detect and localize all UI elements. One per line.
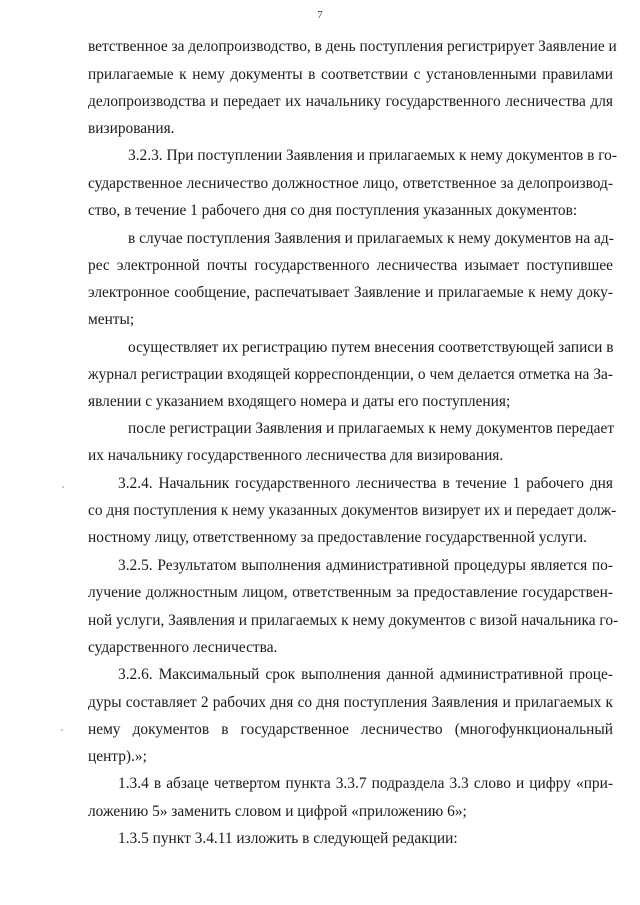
- text-line: центр).»;: [88, 748, 147, 765]
- text-line: делопроизводства и передает их начальнику государственного лесничества для: [88, 93, 613, 110]
- text-line: со дня поступления к нему указанных документов визирует их и передает долж-: [88, 502, 617, 519]
- text-line: 3.2.6. Максимальный срок выполнения данной административной проце-: [118, 666, 613, 683]
- text-line: журнал регистрации входящей корреспонденции, о чем делается отметка на За-: [88, 366, 613, 383]
- text-line: 1.3.4 в абзаце четвертом пункта 3.3.7 подраздела 3.3 слово и цифру «при-: [118, 775, 613, 792]
- text-line: явлении с указанием входящего номера и даты его поступления;: [88, 393, 511, 410]
- text-line: дуры составляет 2 рабочих дня со дня поступления Заявления и прилагаемых к: [88, 694, 613, 711]
- text-line: их начальнику государственного лесничества для визирования.: [88, 447, 504, 464]
- text-line: ство, в течение 1 рабочего дня со дня поступления указанных документов:: [88, 202, 578, 219]
- text-line: 3.2.3. При поступлении Заявления и прилагаемых к нему документов в го-: [128, 147, 617, 164]
- text-line: 3.2.4. Начальник государственного лесничества в течение 1 рабочего дня: [118, 475, 613, 492]
- text-line: лучение должностным лицом, ответственным за предоставление государствен-: [88, 584, 613, 601]
- scan-speck: [61, 729, 63, 731]
- text-line: ной услуги, Заявления и прилагаемых к нему документов с визой начальника го-: [88, 612, 619, 629]
- text-line: осуществляет их регистрацию путем внесения соответствующей записи в: [128, 339, 614, 356]
- text-line: после регистрации Заявления и прилагаемых к нему документов передает: [128, 420, 615, 437]
- text-line: сударственного лесничества.: [88, 639, 278, 656]
- text-line: ветственное за делопроизводство, в день поступления регистрирует Заявление и: [88, 38, 617, 55]
- text-line: ностному лицу, ответственному за предоставление государственной услуги.: [88, 529, 588, 546]
- text-line: визирования.: [88, 120, 175, 137]
- text-line: сударственное лесничество должностное лицо, ответственное за делопроизвод-: [88, 175, 613, 192]
- text-line: 3.2.5. Результатом выполнения административной процедуры является по-: [118, 557, 613, 574]
- text-line: ложению 5» заменить словом и цифрой «приложению 6»;: [88, 803, 467, 820]
- text-line: прилагаемые к нему документы в соответствии с установленными правилами: [88, 66, 613, 83]
- text-line: в случае поступления Заявления и прилагаемых к нему документов на ад-: [128, 230, 614, 247]
- text-line: электронное сообщение, распечатывает Заявление и прилагаемые к нему доку-: [88, 284, 613, 301]
- text-line: 1.3.5 пункт 3.4.11 изложить в следующей редакции:: [118, 830, 458, 847]
- page-number: 7: [317, 9, 323, 21]
- text-line: нему документов в государственное лесничество (многофункциональный: [88, 721, 613, 738]
- scan-speck: [62, 486, 64, 488]
- text-line: рес электронной почты государственного лесничества изымает поступившее: [88, 257, 613, 274]
- text-line: менты;: [88, 311, 135, 328]
